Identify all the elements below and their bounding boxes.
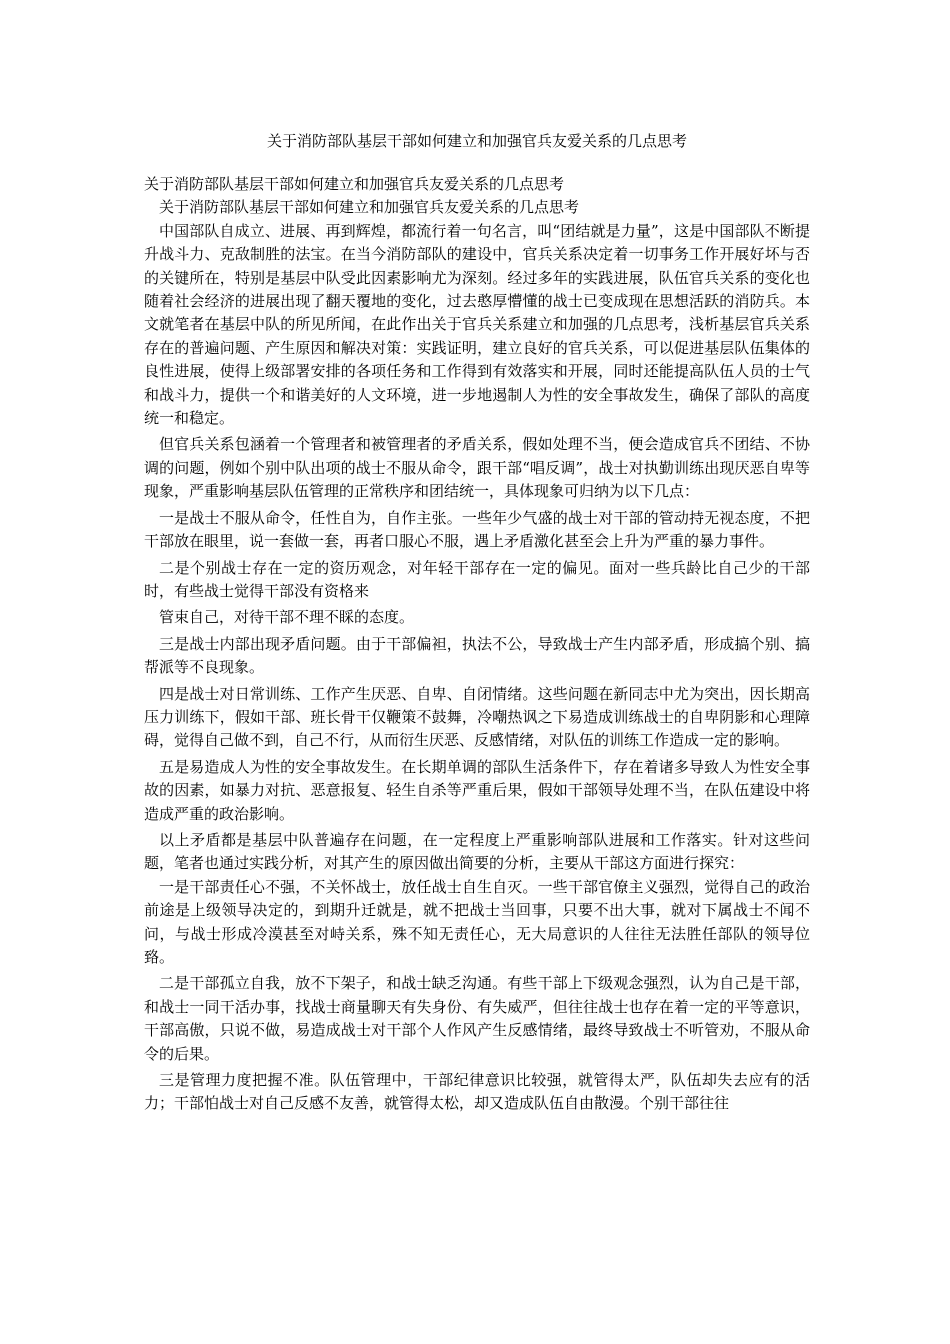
body-subheading: 关于消防部队基层干部如何建立和加强官兵友爱关系的几点思考 — [159, 198, 580, 217]
document-title: 关于消防部队基层干部如何建立和加强官兵友爱关系的几点思考 — [266, 132, 687, 150]
paragraph: 三是管理力度把握不准。队伍管理中，干部纪律意识比较强，就管得太严，队伍却失去应有的活力；干部怕战士对自己反感不友善，就管得太松，却又造成队伍自由散漫。个别干部往往 — [144, 1071, 810, 1113]
paragraph: 二是个别战士存在一定的资历观念，对年轻干部存在一定的偏见。面对一些兵龄比自己少的干部时，有些战士觉得干部没有资格来 — [144, 558, 810, 600]
paragraph: 一是战士不服从命令，任性自为，自作主张。一些年少气盛的战士对干部的管动持无视态度，不把干部放在眼里，说一套做一套，再者口服心不服，遇上矛盾激化甚至会上升为严重的暴力事件。 — [144, 508, 810, 551]
document-body — [144, 173, 810, 1116]
paragraph: 四是战士对日常训练、工作产生厌恶、自卑、自闭情绪。这些问题在新同志中尤为突出，因长期高压力训练下，假如干部、班长骨干仅鞭策不鼓舞，冷嘲热讽之下易造成训练战士的自卑阴影和心理障碍，觉得自己做不到，自己不行，从而衍生厌恶、反感情绪，对队伍的训练工作造成一定的影响。 — [144, 684, 810, 750]
paragraph: 以上矛盾都是基层中队普遍存在问题，在一定程度上严重影响部队进展和工作落实。针对这些问题，笔者也通过实践分析，对其产生的原因做出简要的分析，主要从干部这方面进行探究： — [144, 830, 810, 873]
paragraph: 管束自己，对待干部不理不睬的态度。 — [159, 608, 415, 627]
paragraph: 中国部队自成立、进展、再到辉煌，都流行着一句名言，叫“团结就是力量”，这是中国部队不断提升战斗力、克敌制胜的法宝。在当今消防部队的建设中，官兵关系决定着一切事务工作开展好坏与否的关键所在，特别是基层中队受此因素影响尤为深刻。经过多年的实践进展，队伍官兵关系的变化也随着社会经济的进展出现了翻天覆地的变化，过去憨厚懵懂的战士已变成现在思想活跃的消防兵。本文就笔者在基层中队的所见所闻，在此作出关于官兵关系建立和加强的几点思考，浅析基层官兵关系存在的普遍问题、产生原因和解决对策：实践证明，建立良好的官兵关系，可以促进基层队伍集体的良性进展，使得上级部署安排的各项任务和工作得到有效落实和开展，同时还能提高队伍人员的士气和战斗力，提供一个和谐美好的人文环境，进一步地遏制人为性的安全事故发生，确保了部队的高度统一和稳定。 — [144, 221, 810, 428]
paragraph: 五是易造成人为性的安全事故发生。在长期单调的部队生活条件下，存在着诸多导致人为性安全事故的因素，如暴力对抗、恶意报复、轻生自杀等严重后果，假如干部领导处理不当，在队伍建设中将造成严重的政治影响。 — [144, 757, 810, 823]
paragraph: 但官兵关系包涵着一个管理者和被管理者的矛盾关系，假如处理不当，便会造成官兵不团结、不协调的问题，例如个别中队出项的战士不服从命令，跟干部“唱反调”，战士对执勤训练出现厌恶自卑等现象，严重影响基层队伍管理的正常秩序和团结统一，具体现象可归纳为以下几点： — [144, 435, 810, 501]
paragraph: 一是干部责任心不强，不关怀战士，放任战士自生自灭。一些干部官僚主义强烈，觉得自己的政治前途是上级领导决定的，到期升迁就是，就不把战士当回事，只要不出大事，就对下属战士不闻不问，与战士形成冷漠甚至对峙关系，殊不知无责任心，无大局意识的人往往无法胜任部队的领导位臵。 — [144, 877, 810, 966]
paragraph: 二是干部孤立自我，放不下架子，和战士缺乏沟通。有些干部上下级观念强烈，认为自己是干部，和战士一同干活办事，找战士商量聊天有失身份、有失威严，但往往战士也存在着一定的平等意识，干部高傲，只说不做，易造成战士对干部个人作风产生反感情绪，最终导致战士不听管劝，不服从命令的后果。 — [144, 974, 810, 1063]
body-heading: 关于消防部队基层干部如何建立和加强官兵友爱关系的几点思考 — [144, 175, 565, 193]
paragraph: 三是战士内部出现矛盾问题。由于干部偏袒，执法不公，导致战士产生内部矛盾，形成搞个别、搞帮派等不良现象。 — [144, 634, 810, 677]
